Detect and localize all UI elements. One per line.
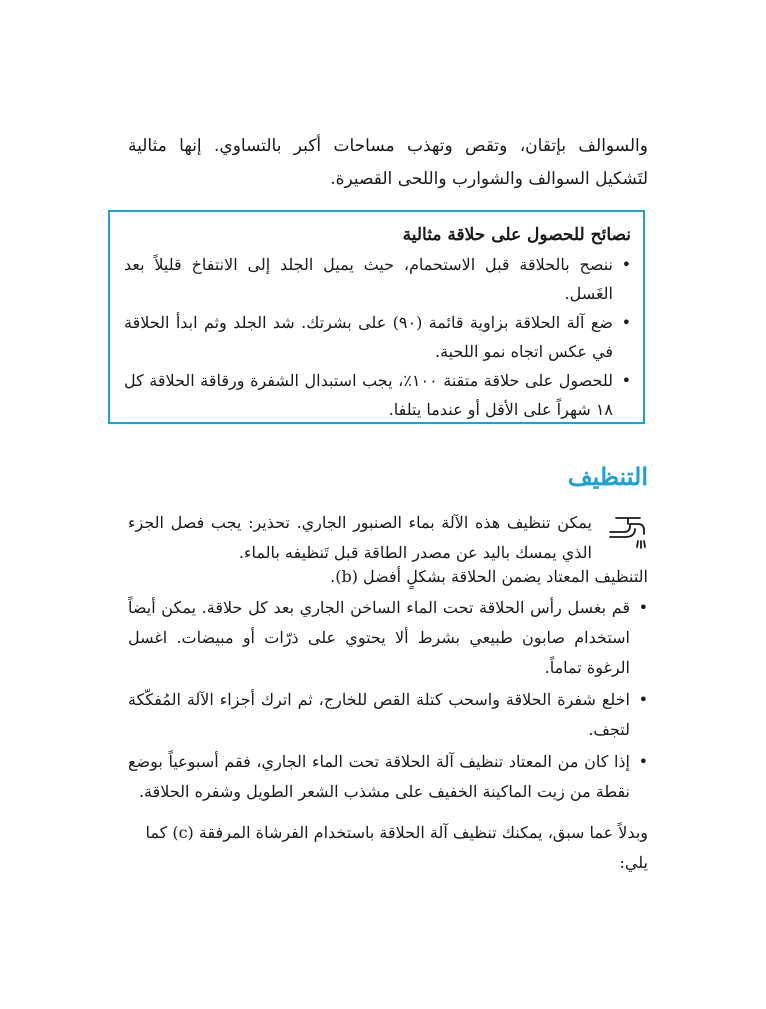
water-tap-icon [608,510,648,554]
tips-title: نصائح للحصول على حلاقة مثالية [402,225,631,245]
cleaning-intro: التنظيف المعتاد يضمن الحلاقة بشكلٍ أفضل (b). [330,567,648,586]
tips-list [124,250,631,424]
warning-text: يمكن تنظيف هذه الآلة بماء الصنبور الجاري. تحذير: يجب فصل الجزء الذي يمسك باليد عن مصدر الطاقة قبل تَنظيفه بالماء. [128,513,593,562]
intro-paragraph: والسوالف بإتقان، وتقص وتهذب مساحات أكبر بالتساوي. إنها مثالية لتَشكيل السوالف والشوارب واللحى القصيرة. [128,136,648,189]
tip-item: • ننصح بالحلاقة قبل الاستحمام، حيث يميل الجلد إلى الانتفاخ قليلاً بعد الغَسل. [124,250,631,308]
cleaning-section-title: التنظيف [567,462,648,491]
cleaning-steps-list [128,593,648,809]
shaving-tips-box [108,210,645,424]
cleaning-step: • اخلع شفرة الحلاقة واسحب كتلة القص للخارج، ثم اترك أجزاء الآلة المُفكّكة لتجف. [128,685,648,745]
tip-item: • للحصول على حلاقة متقنة ١٠٠٪، يجب استبدال الشفرة ورقاقة الحلاقة كل ١٨ شهراً على الأقل أو عندما يتلفا. [124,366,631,424]
cleaning-step: • قم بغسل رأس الحلاقة تحت الماء الساخن الجاري بعد كل حلاقة. يمكن أيضاً استخدام صابون طبيعي بشرط ألا يحتوي على ذرّات أو مبيضات. اغسل الرغوة تماماً. [128,593,648,683]
cleaning-step: • إذا كان من المعتاد تنظيف آلة الحلاقة تحت الماء الجاري، فقم أسبوعياً بوضع نقطة من زيت الماكينة الخفيف على مشذب الشعر الطويل وشفره الحلاقة. [128,747,648,807]
tip-item: • ضع آلة الحلاقة بزاوية قائمة (٩٠) على بشرتك. شد الجلد وثم ابدأ الحلاقة في عكس اتجاه نمو اللحية. [124,308,631,366]
cleaning-warning [128,508,648,568]
closing-paragraph: وبدلاً عما سبق، يمكنك تنظيف آلة الحلاقة باستخدام الفرشاة المرفقة (c) كما يلي: [145,823,648,872]
